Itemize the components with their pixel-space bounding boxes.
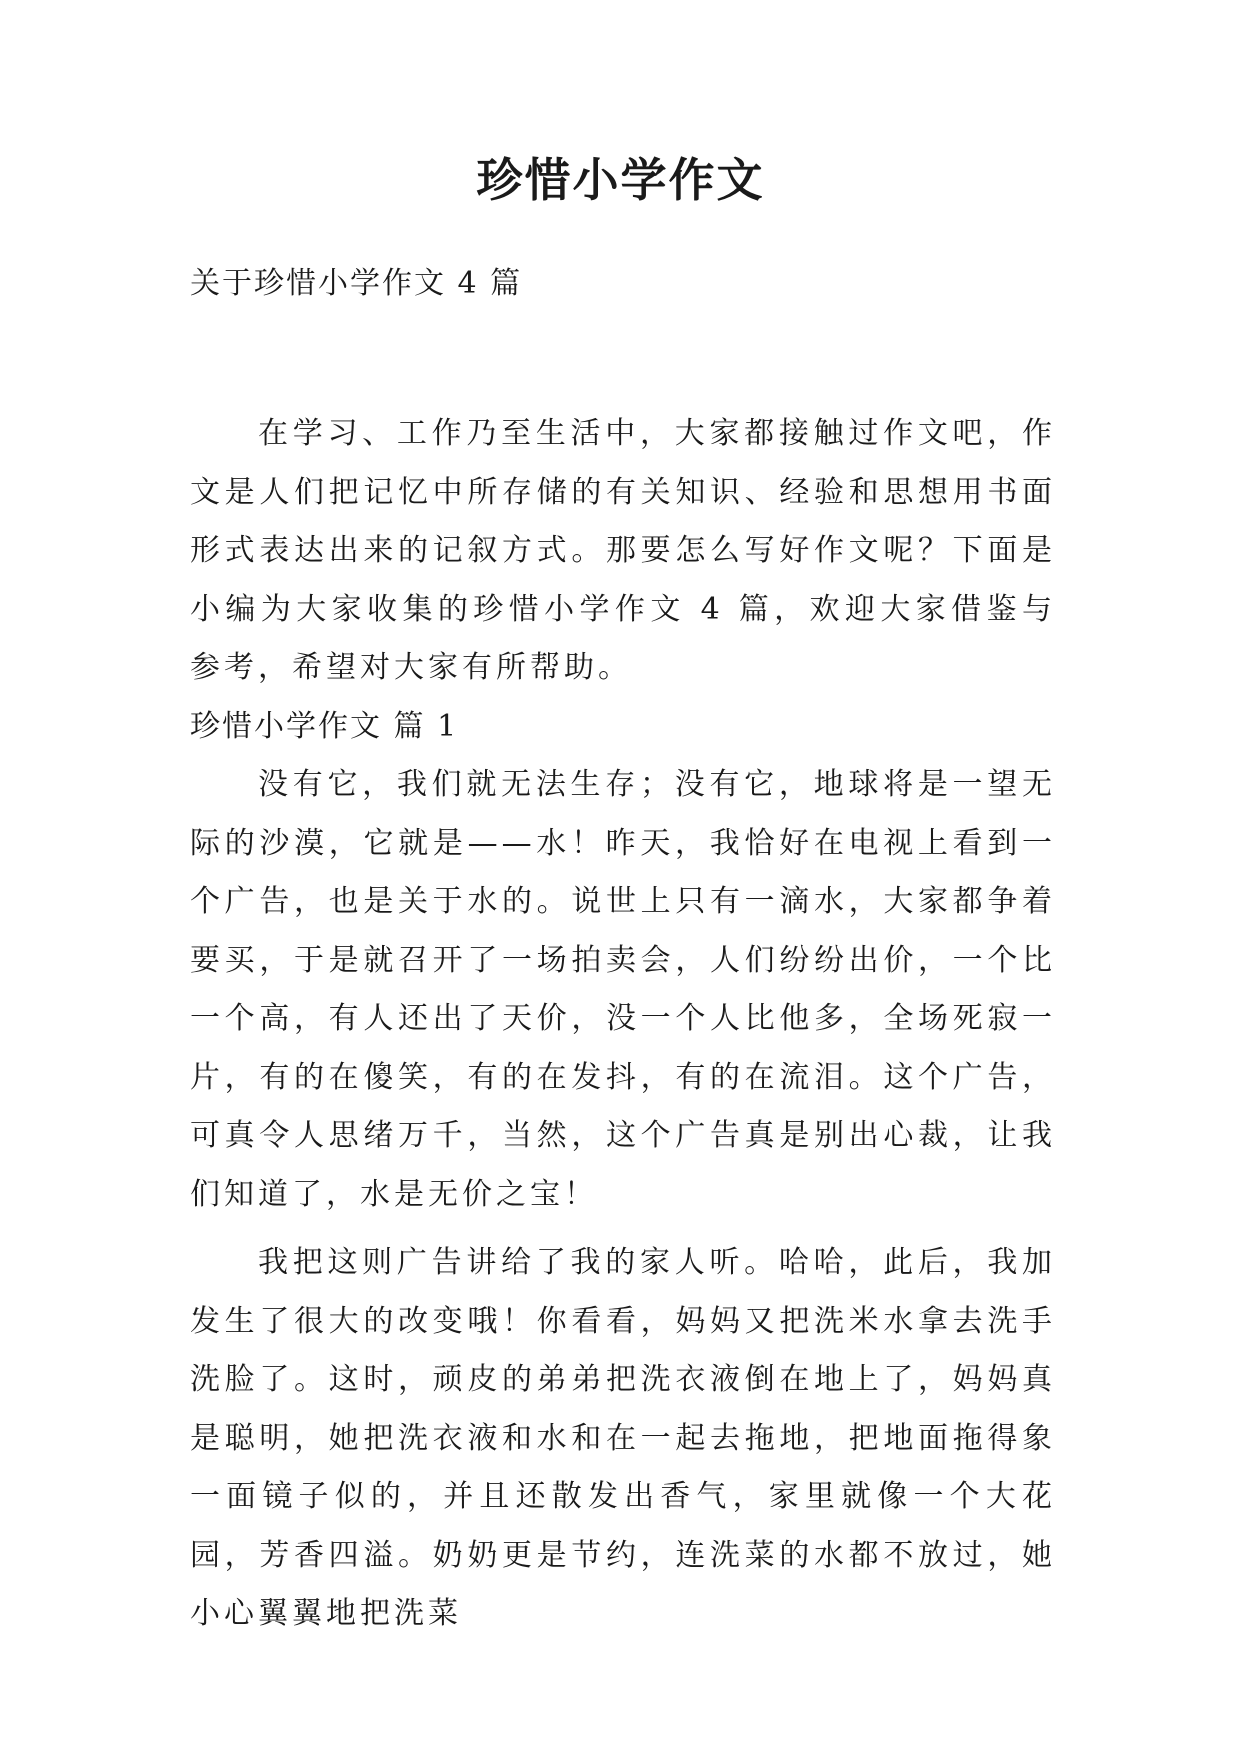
body-paragraph: 没有它，我们就无法生存；没有它，地球将是一望无际的沙漠，它就是——水！昨天，我恰好在电视上看到一个广告，也是关于水的。说世上只有一滴水，大家都争着要买，于是就召开了一场拍卖会，人们纷纷出价，一个比一个高，有人还出了天价，没一个人比他多，全场死寂一片，有的在傻笑，有的在发抖，有的在流泪。这个广告，可真令人思绪万千，当然，这个广告真是别出心裁，让我们知道了，水是无价之宝！ [190,767,1056,1212]
section-heading: 珍惜小学作文 篇 1 [190,708,459,744]
document-subtitle: 关于珍惜小学作文 4 篇 [190,266,523,301]
paragraph-gap [190,1224,1056,1234]
page-title: 珍惜小学作文 [476,153,765,207]
intro-paragraph: 在学习、工作乃至生活中，大家都接触过作文吧，作文是人们把记忆中所存储的有关知识、经验和思想用书面形式表达出来的记叙方式。那要怎么写好作文呢？下面是小编为大家收集的珍惜小学作文 4 篇，欢迎大家借鉴与参考，希望对大家有所帮助。 [190,416,1056,685]
body-paragraph: 我把这则广告讲给了我的家人听。哈哈，此后，我加发生了很大的改变哦！你看看，妈妈又把洗米水拿去洗手洗脸了。这时，顽皮的弟弟把洗衣液倒在地上了，妈妈真是聪明，她把洗衣液和水和在一起去拖地，把地面拖得象一面镜子似的，并且还散发出香气，家里就像一个大花园，芳香四溢。奶奶更是节约，连洗菜的水都不放过，她小心翼翼地把洗菜 [190,1245,1056,1631]
document-body [190,405,1056,1644]
